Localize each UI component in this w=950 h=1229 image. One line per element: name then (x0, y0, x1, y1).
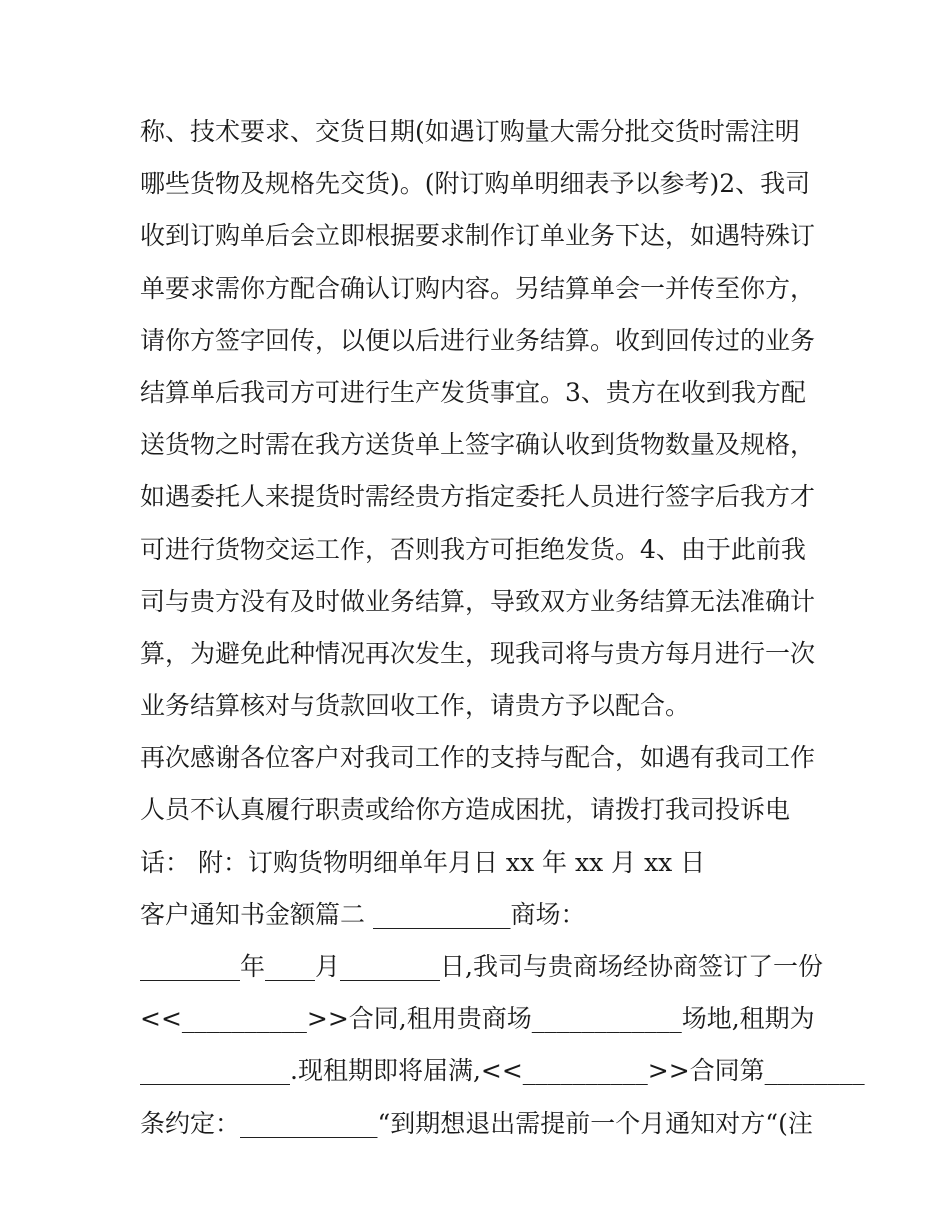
text-line: <<__________>>合同,租用贵商场____________场地,租期为 (140, 1004, 815, 1034)
text-line: ____________.现租期即将届满,<<__________>>合同第________ (140, 1056, 865, 1086)
text-line: 客户通知书金额篇二 ___________商场： (140, 899, 586, 929)
document-body (140, 106, 865, 1150)
text-line: 结算单后我司方可进行生产发货事宜。3、贵方在收到我方配 (140, 377, 806, 407)
text-line: 哪些货物及规格先交货)。(附订购单明细表予以参考)2、我司 (140, 169, 811, 199)
text-line: 送货物之时需在我方送货单上签字确认收到货物数量及规格， (140, 430, 816, 460)
text-line: 司与贵方没有及时做业务结算，导致双方业务结算无法准确计 (140, 586, 816, 616)
text-line: 业务结算核对与货款回收工作，请贵方予以配合。 (140, 691, 691, 721)
text-line: 如遇委托人来提货时需经贵方指定委托人员进行签字后我方才 (140, 482, 816, 512)
text-line: 可进行货物交运工作，否则我方可拒绝发货。4、由于此前我 (140, 534, 806, 564)
text-line: 单要求需你方配合确认订购内容。另结算单会一并传至你方， (140, 273, 816, 303)
text-line: 再次感谢各位客户对我司工作的支持与配合，如遇有我司工作 (140, 743, 816, 773)
text-line: 话： 附：订购货物明细单年月日 xx 年 xx 月 xx 日 (140, 847, 706, 877)
text-line: 请你方签字回传，以便以后进行业务结算。收到回传过的业务 (140, 325, 816, 355)
text-line: 算，为避免此种情况再次发生，现我司将与贵方每月进行一次 (140, 638, 816, 668)
text-line: ________年____月________日,我司与贵商场经协商签订了一份 (140, 952, 823, 981)
text-line: 人员不认真履行职责或给你方造成困扰，请拨打我司投诉电 (140, 795, 791, 825)
text-line: 收到订购单后会立即根据要求制作订单业务下达，如遇特殊订 (140, 221, 816, 251)
text-line: 称、技术要求、交货日期(如遇订购量大需分批交货时需注明 (140, 117, 800, 146)
text-line: 条约定：___________“到期想退出需提前一个月通知对方“(注 (140, 1108, 813, 1138)
